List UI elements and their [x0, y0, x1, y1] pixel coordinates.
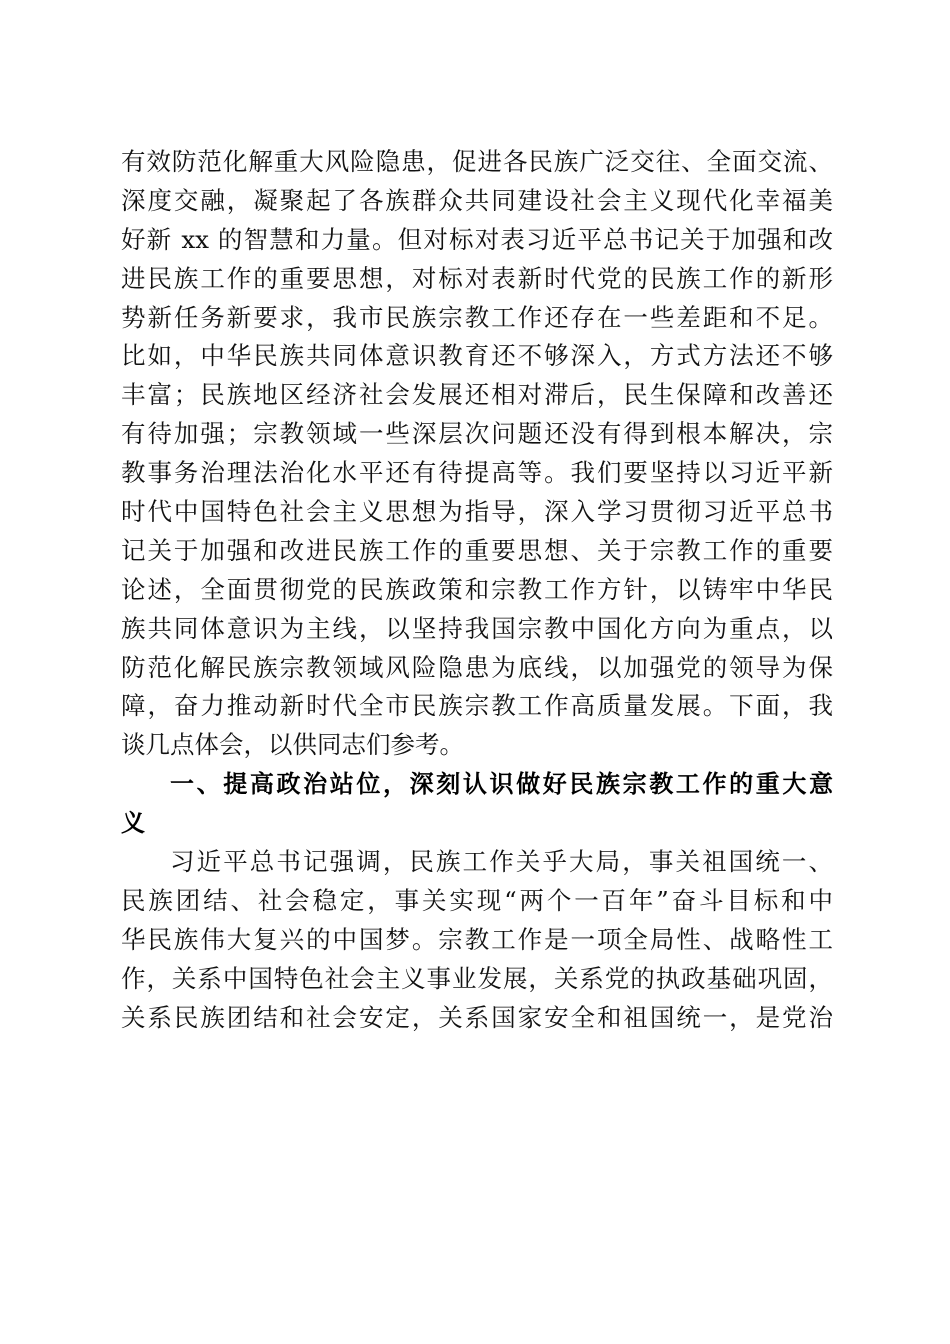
- body-paragraph-2: [121, 843, 833, 1037]
- text-line: 时代中国特色社会主义思想为指导，深入学习贯彻习近平总书: [121, 497, 833, 527]
- text-line: 有效防范化解重大风险隐患，促进各民族广泛交往、全面交流、: [121, 147, 833, 176]
- text-line: 谈几点体会，以供同志们参考。: [121, 730, 464, 760]
- text-line: 好新 xx 的智慧和力量。但对标对表习近平总书记关于加强和改: [121, 224, 833, 254]
- text-line: 比如，中华民族共同体意识教育还不够深入，方式方法还不够: [121, 341, 833, 371]
- text-line: 深度交融，凝聚起了各族群众共同建设社会主义现代化幸福美: [121, 185, 833, 215]
- text-line: 进民族工作的重要思想，对标对表新时代党的民族工作的新形: [121, 263, 833, 293]
- text-line: 势新任务新要求，我市民族宗教工作还存在一些差距和不足。: [121, 302, 833, 332]
- text-line: 习近平总书记强调，民族工作关乎大局，事关祖国统一、: [170, 847, 833, 877]
- text-line: 障，奋力推动新时代全市民族宗教工作高质量发展。下面，我: [121, 691, 833, 721]
- heading-line: 义: [121, 809, 145, 838]
- text-line: 族共同体意识为主线，以坚持我国宗教中国化方向为重点，以: [121, 613, 833, 643]
- body-paragraph-1: [121, 143, 833, 765]
- text-line: 华民族伟大复兴的中国梦。宗教工作是一项全局性、战略性工: [121, 924, 833, 954]
- text-line: 论述，全面贯彻党的民族政策和宗教工作方针，以铸牢中华民: [121, 574, 833, 604]
- text-line: 关系民族团结和社会安定，关系国家安全和祖国统一，是党治: [121, 1002, 833, 1032]
- text-line: 民族团结、社会稳定，事关实现“两个一百年”奋斗目标和中: [121, 885, 833, 915]
- heading-line: 一、提高政治站位，深刻认识做好民族宗教工作的重大意: [170, 770, 833, 799]
- text-line: 防范化解民族宗教领域风险隐患为底线，以加强党的领导为保: [121, 652, 833, 682]
- section-heading: [121, 765, 833, 843]
- text-line: 有待加强；宗教领域一些深层次问题还没有得到根本解决，宗: [121, 419, 833, 449]
- text-line: 作，关系中国特色社会主义事业发展，关系党的执政基础巩固，: [121, 963, 833, 993]
- text-line: 教事务治理法治化水平还有待提高等。我们要坚持以习近平新: [121, 458, 833, 488]
- text-line: 记关于加强和改进民族工作的重要思想、关于宗教工作的重要: [121, 535, 833, 565]
- text-line: 丰富；民族地区经济社会发展还相对滞后，民生保障和改善还: [121, 380, 833, 410]
- document-body: [121, 143, 833, 1037]
